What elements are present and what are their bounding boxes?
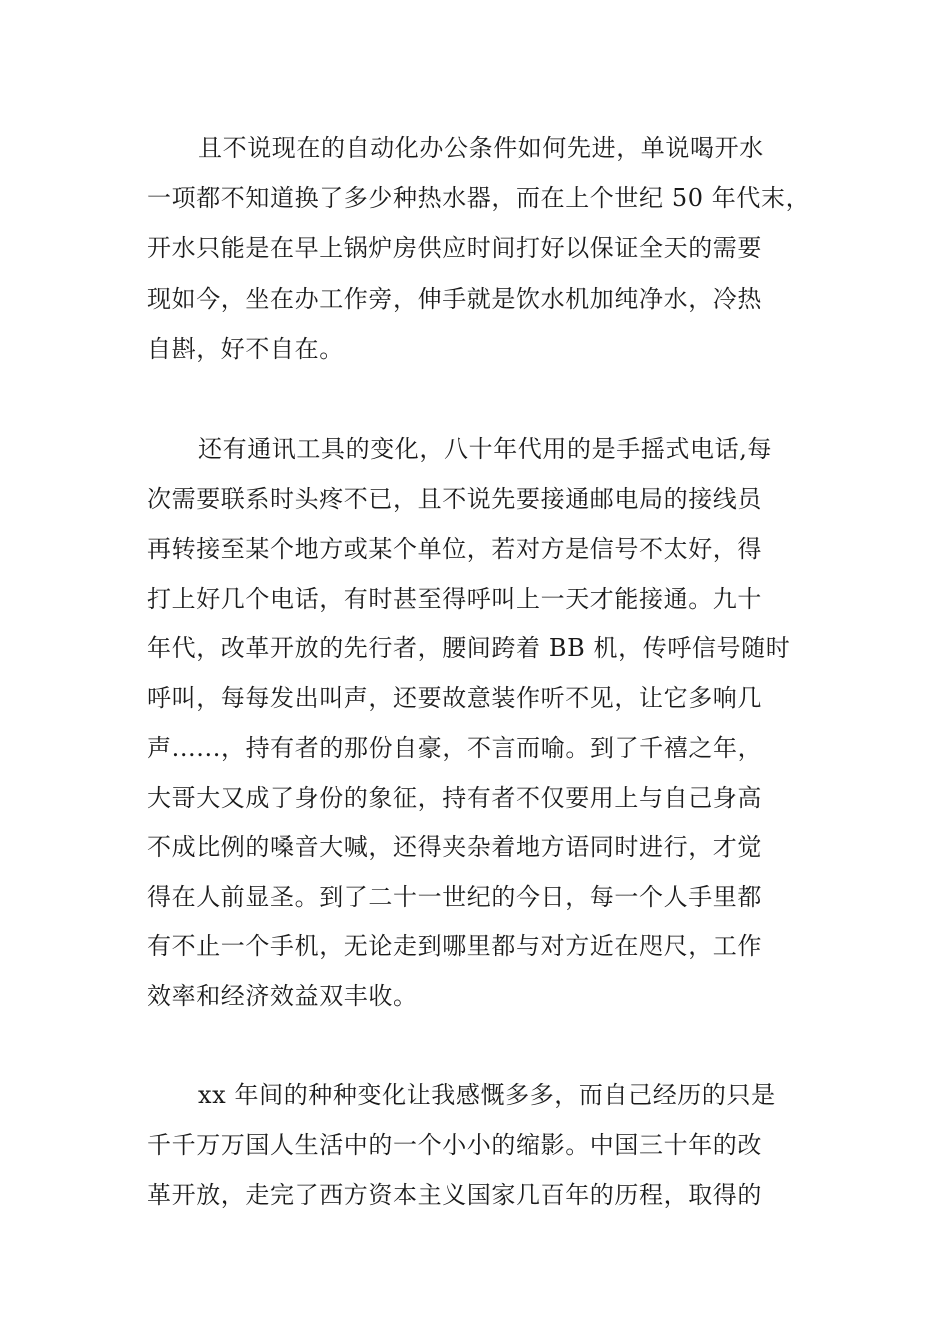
text-line: 效率和经济效益双丰收。 [147, 982, 418, 1010]
text-line: 再转接至某个地方或某个单位，若对方是信号不太好，得 [147, 535, 762, 563]
text-line: 还有通讯工具的变化，八十年代用的是手摇式电话,每 [198, 435, 773, 463]
text-line: 大哥大又成了身份的象征，持有者不仅要用上与自己身高 [147, 784, 762, 812]
text-line: 年代，改革开放的先行者，腰间跨着 BB 机，传呼信号随时 [147, 634, 791, 662]
text-line: 革开放，走完了西方资本主义国家几百年的历程，取得的 [147, 1181, 762, 1209]
text-line: 一项都不知道换了多少种热水器，而在上个世纪 50 年代末， [147, 184, 811, 212]
text-line: 呼叫，每每发出叫声，还要故意装作听不见，让它多响几 [147, 684, 762, 712]
text-line: xx 年间的种种变化让我感慨多多，而自己经历的只是 [198, 1081, 776, 1109]
text-line: 且不说现在的自动化办公条件如何先进，单说喝开水 [198, 134, 764, 162]
text-line: 开水只能是在早上锅炉房供应时间打好以保证全天的需要 [147, 234, 762, 262]
text-line: 不成比例的嗓音大喊，还得夹杂着地方语同时进行，才觉 [147, 833, 762, 861]
text-line: 打上好几个电话，有时甚至得呼叫上一天才能接通。九十 [147, 585, 762, 613]
text-line: 千千万万国人生活中的一个小小的缩影。中国三十年的改 [147, 1131, 762, 1159]
text-line: 次需要联系时头疼不已，且不说先要接通邮电局的接线员 [147, 485, 762, 513]
text-line: 得在人前显圣。到了二十一世纪的今日，每一个人手里都 [147, 883, 762, 911]
text-line: 自斟，好不自在。 [147, 335, 344, 363]
text-line: 声......，持有者的那份自豪，不言而喻。到了千禧之年， [147, 734, 763, 762]
text-line: 现如今，坐在办工作旁，伸手就是饮水机加纯净水，冷热 [147, 285, 762, 313]
text-line: 有不止一个手机，无论走到哪里都与对方近在咫尺，工作 [147, 932, 762, 960]
